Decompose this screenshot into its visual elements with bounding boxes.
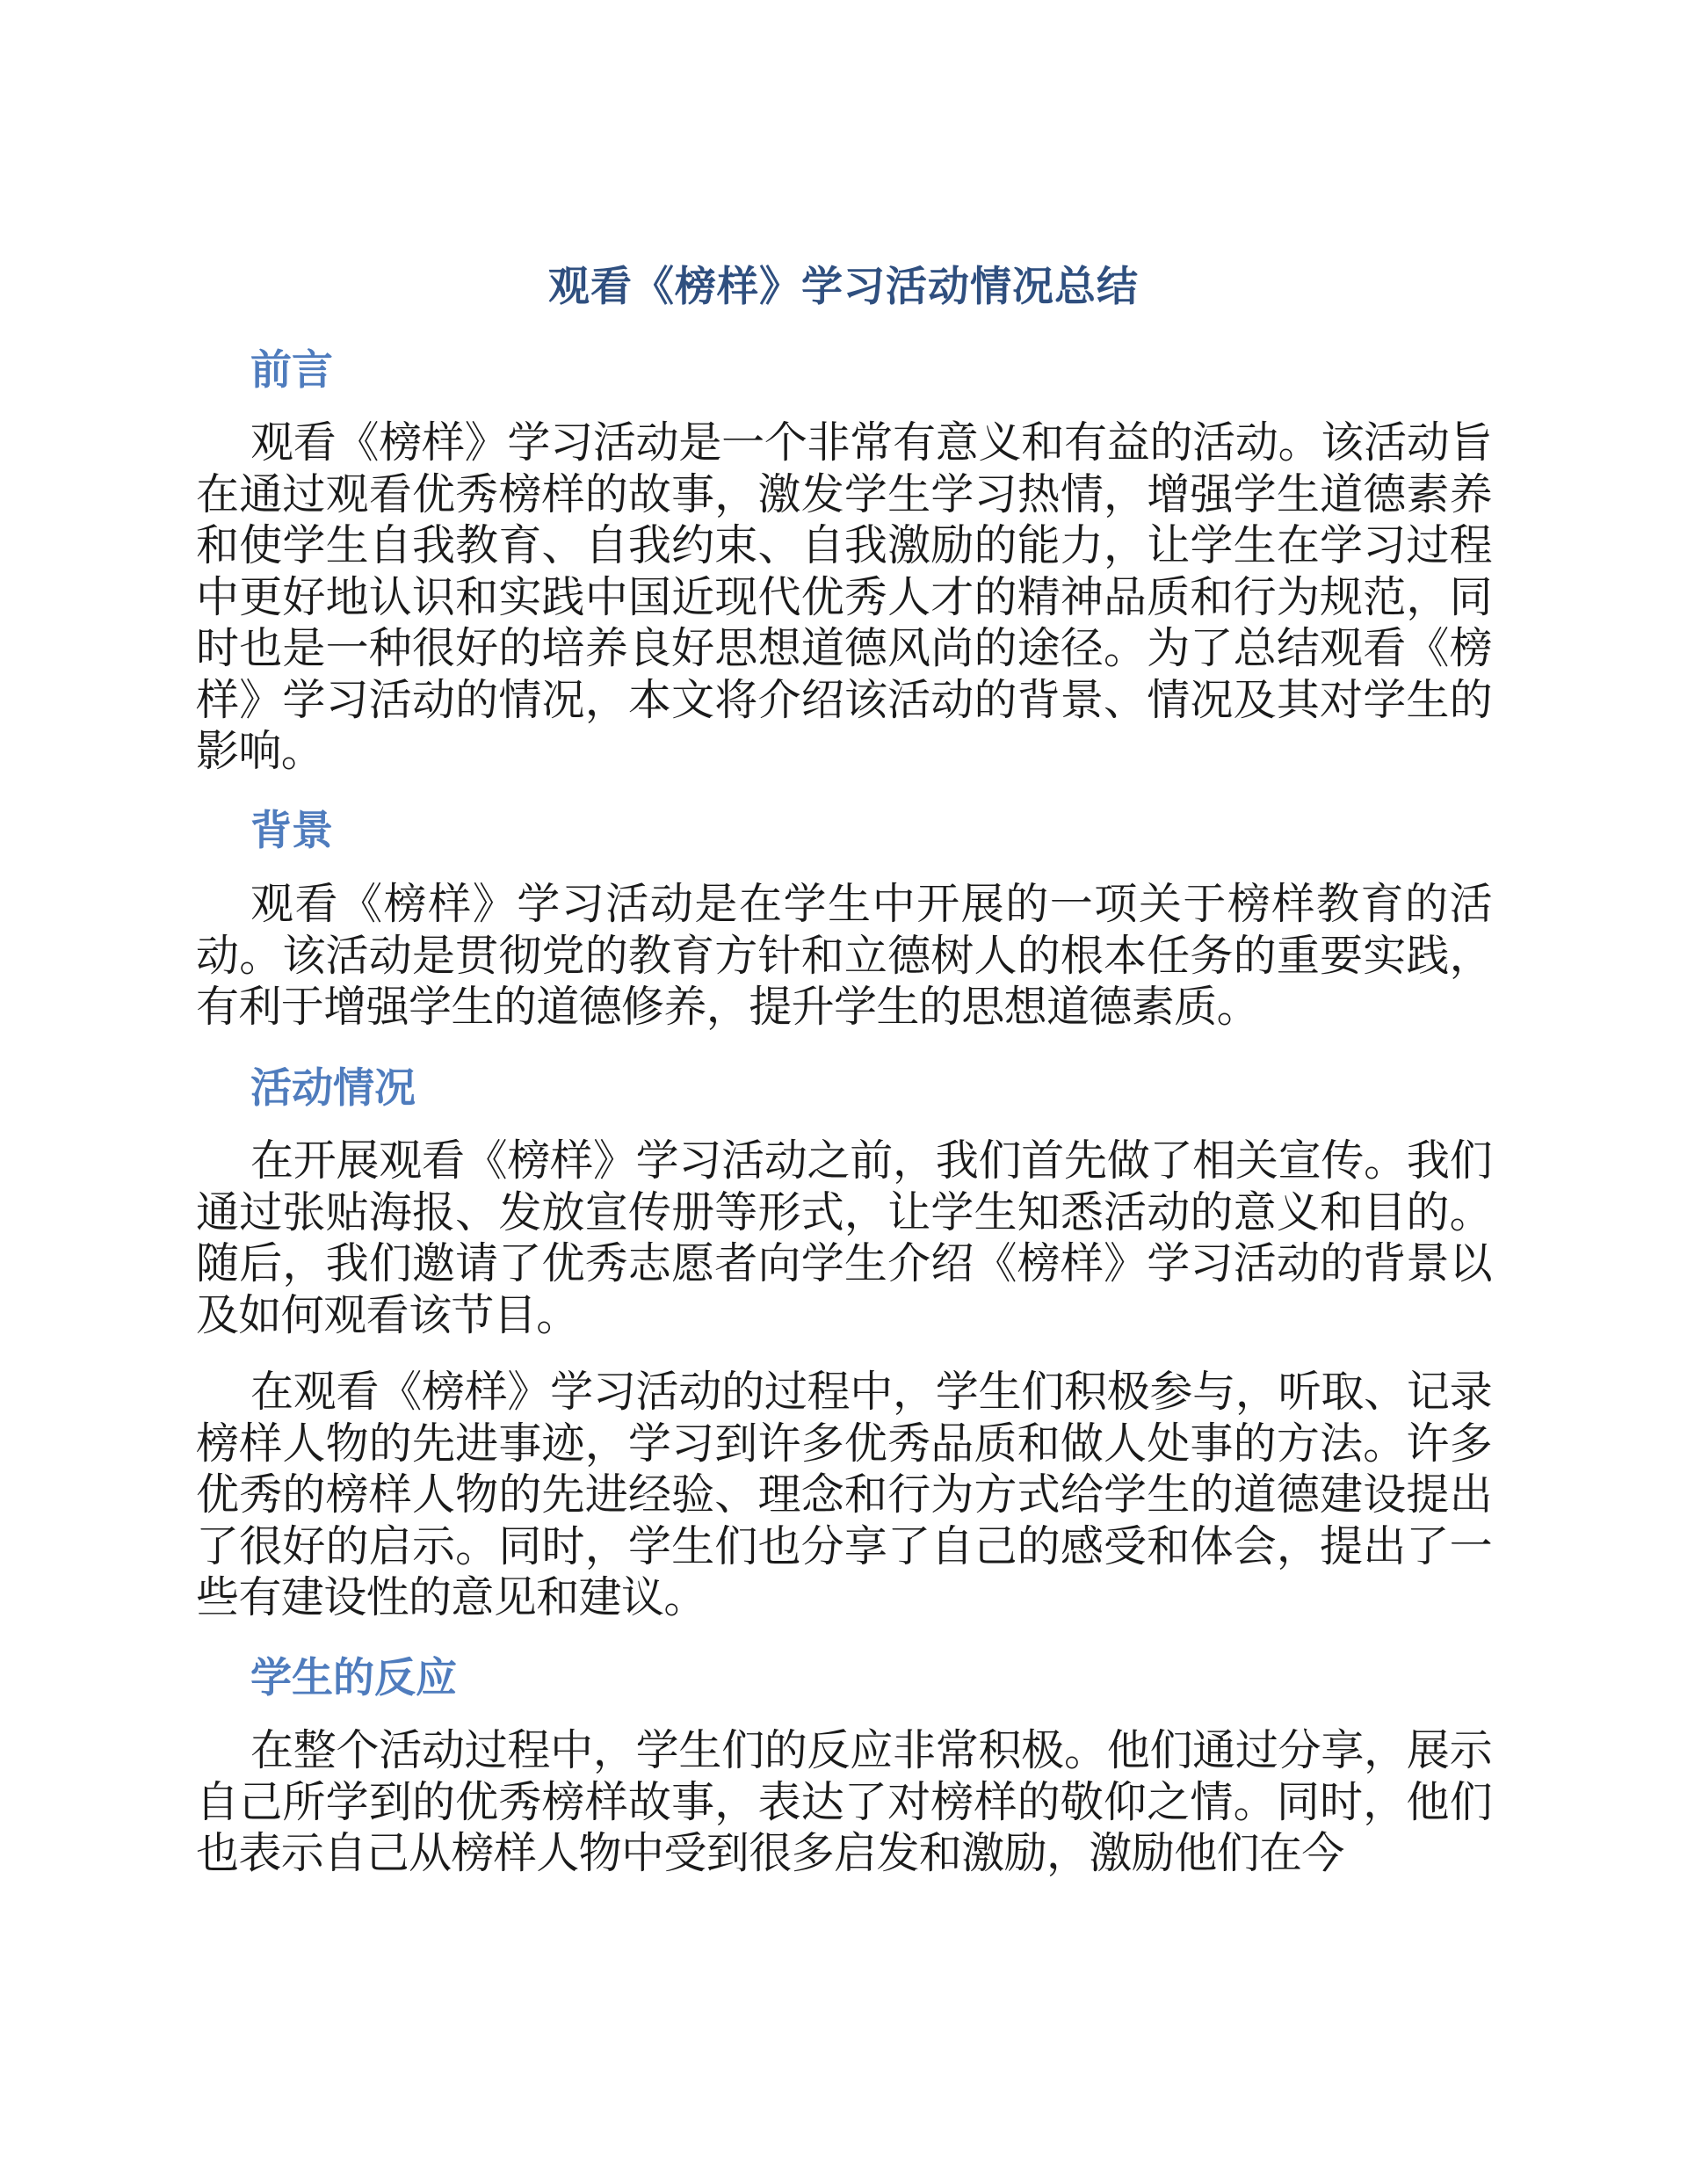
section-heading-student-response: 学生的反应: [250, 1654, 457, 1702]
paragraph: 观看《榜样》学习活动是在学生中开展的一项关于榜样教育的活动。该活动是贯彻党的教育方针和立德树人的根本任务的重要实践，有利于增强学生的道德修养，提升学生的思想道德素质。: [196, 879, 1492, 1032]
document-title: 观看《榜样》学习活动情况总结: [548, 263, 1139, 311]
paragraph: 观看《榜样》学习活动是一个非常有意义和有益的活动。该活动旨在通过观看优秀榜样的故事，激发学生学习热情，增强学生道德素养和使学生自我教育、自我约束、自我激励的能力，让学生在学习过程中更好地认识和实践中国近现代优秀人才的精神品质和行为规范，同时也是一种很好的培养良好思想道德风尚的途径。为了总结观看《榜样》学习活动的情况，本文将介绍该活动的背景、情况及其对学生的影响。: [196, 417, 1492, 776]
paragraph: 在开展观看《榜样》学习活动之前，我们首先做了相关宣传。我们通过张贴海报、发放宣传册等形式，让学生知悉活动的意义和目的。随后，我们邀请了优秀志愿者向学生介绍《榜样》学习活动的背景以及如何观看该节目。: [196, 1136, 1492, 1340]
section-heading-preface: 前言: [250, 346, 333, 395]
section-heading-activity: 活动情况: [250, 1064, 416, 1113]
paragraph: 在观看《榜样》学习活动的过程中，学生们积极参与，听取、记录榜样人物的先进事迹，学习到许多优秀品质和做人处事的方法。许多优秀的榜样人物的先进经验、理念和行为方式给学生的道德建设提出了很好的启示。同时，学生们也分享了自己的感受和体会，提出了一些有建设性的意见和建议。: [196, 1367, 1492, 1622]
section-heading-background: 背景: [250, 807, 333, 855]
paragraph: 在整个活动过程中，学生们的反应非常积极。他们通过分享，展示自己所学到的优秀榜样故事，表达了对榜样的敬仰之情。同时，他们也表示自己从榜样人物中受到很多启发和激励，激励他们在今: [196, 1725, 1492, 1878]
